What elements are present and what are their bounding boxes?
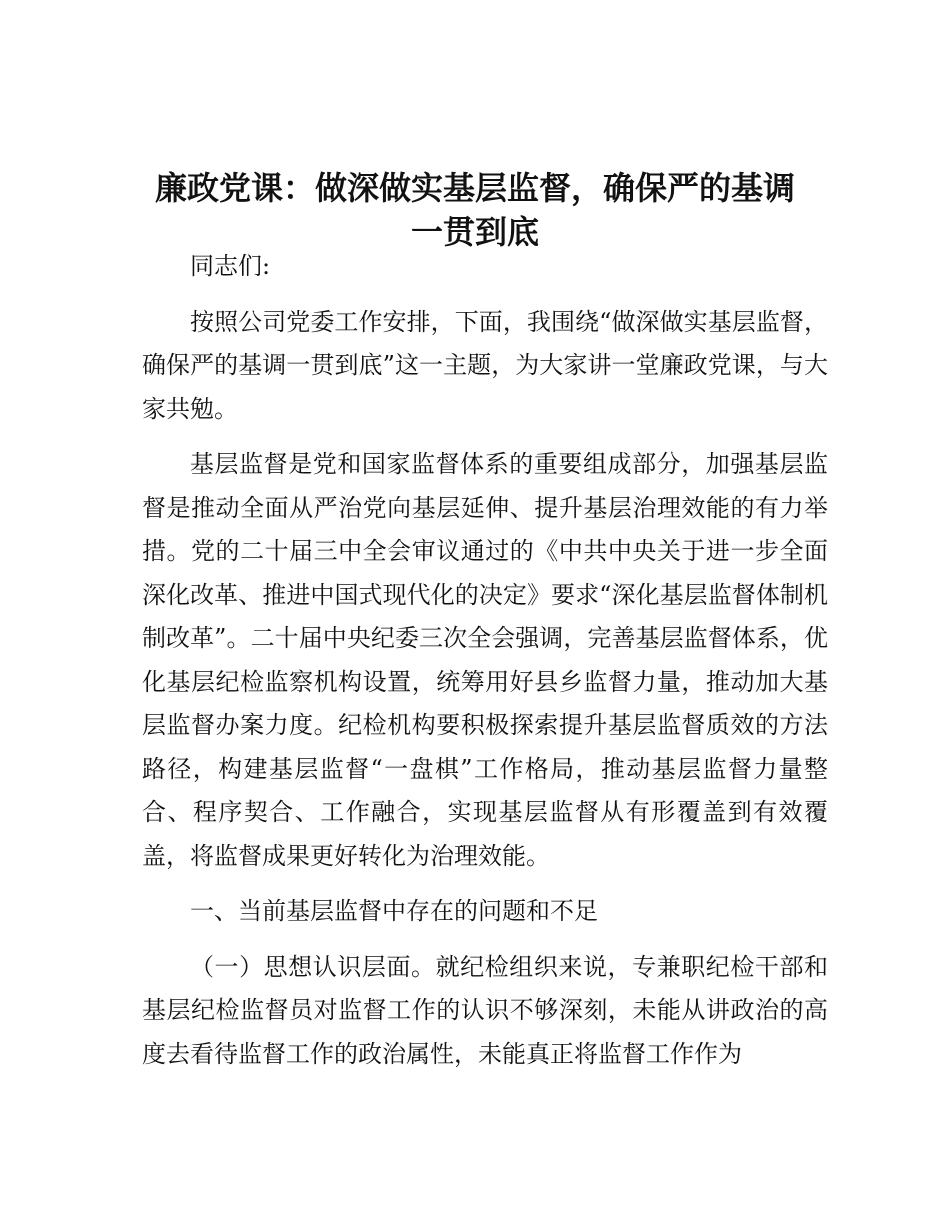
document-title (130, 166, 820, 254)
title-line-2: 一贯到底 (410, 213, 539, 251)
paragraph-subsection-1: （一）思想认识层面。就纪检组织来说，专兼职纪检干部和基层纪检监督员对监督工作的认识不够深刻，未能从讲政治的高度去看待监督工作的政治属性，未能真正将监督工作作为 (142, 952, 828, 1068)
section-heading: 一、当前基层监督中存在的问题和不足 (190, 897, 598, 925)
document-body (142, 245, 828, 1076)
salutation: 同志们: (190, 252, 271, 280)
paragraph-background: 基层监督是党和国家监督体系的重要组成部分，加强基层监督是推动全面从严治党向基层延伸、提升基层治理效能的有力举措。党的二十届三中全会审议通过的《中共中央关于进一步全面深化改革、推进中国式现代化的决定》要求“深化基层监督体制机制改革”。二十届中央纪委三次全会强调，完善基层监督体系，优化基层纪检监察机构设置，统筹用好县乡监督力量，推动加大基层监督办案力度。纪检机构要积极探索提升基层监督质效的方法路径，构建基层监督“一盘棋”工作格局，推动基层监督力量整合、程序契合、工作融合，实现基层监督从有形覆盖到有效覆盖，将监督成果更好转化为治理效能。 (142, 450, 828, 870)
paragraph-intro: 按照公司党委工作安排，下面，我围绕“做深做实基层监督，确保严的基调一贯到底”这一主题，为大家讲一堂廉政党课，与大家共勉。 (142, 307, 828, 423)
title-line-1: 廉政党课：做深做实基层监督，确保严的基调 (154, 169, 795, 207)
